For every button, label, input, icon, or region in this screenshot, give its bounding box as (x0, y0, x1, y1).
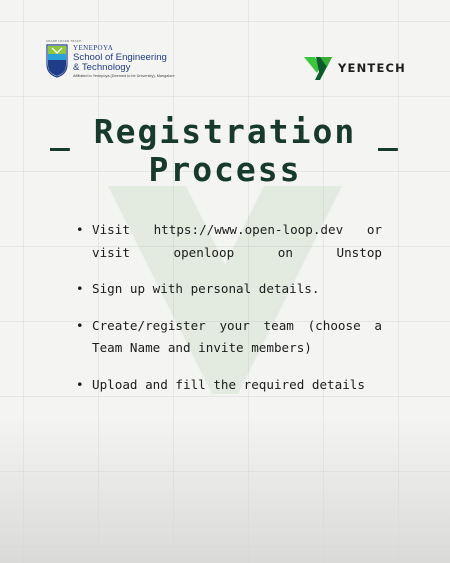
list-item (76, 278, 382, 301)
yenepoya-logo (46, 39, 175, 80)
registration-steps-list (76, 219, 382, 410)
yenepoya-shield-icon (46, 44, 68, 78)
list-item-line2: visit openloop on Unstop (92, 244, 382, 260)
list-item (76, 374, 382, 397)
list-item-line1: • Create/register your team (choose a (92, 317, 382, 333)
logo-affiliation: Affiliated to Yenepoya (Deemed to be University), Mangalore (73, 73, 175, 78)
title-line2: Process (148, 150, 302, 189)
list-item-text: • Upload and fill the required details (92, 376, 365, 392)
list-item (76, 315, 382, 360)
yentech-mark-icon (303, 55, 333, 81)
logo-school-line1: School of Engineering (73, 52, 167, 63)
list-item-text: • Sign up with personal details. (92, 281, 320, 296)
logo-school-line2: & Technology (73, 62, 131, 74)
list-item-line1: • Visit https://www.open-loop.dev or (92, 222, 382, 237)
logo-brand: YENEPOYA (73, 44, 114, 52)
yentech-logo (303, 55, 406, 81)
yentech-name: YENTECH (338, 61, 406, 75)
title-line1: _ Registration _ (50, 112, 400, 151)
list-item (76, 219, 382, 264)
list-item-line2: Team Name and invite members) (92, 340, 312, 355)
logo-tagline: SHARE LEARN TEACH (46, 39, 82, 43)
